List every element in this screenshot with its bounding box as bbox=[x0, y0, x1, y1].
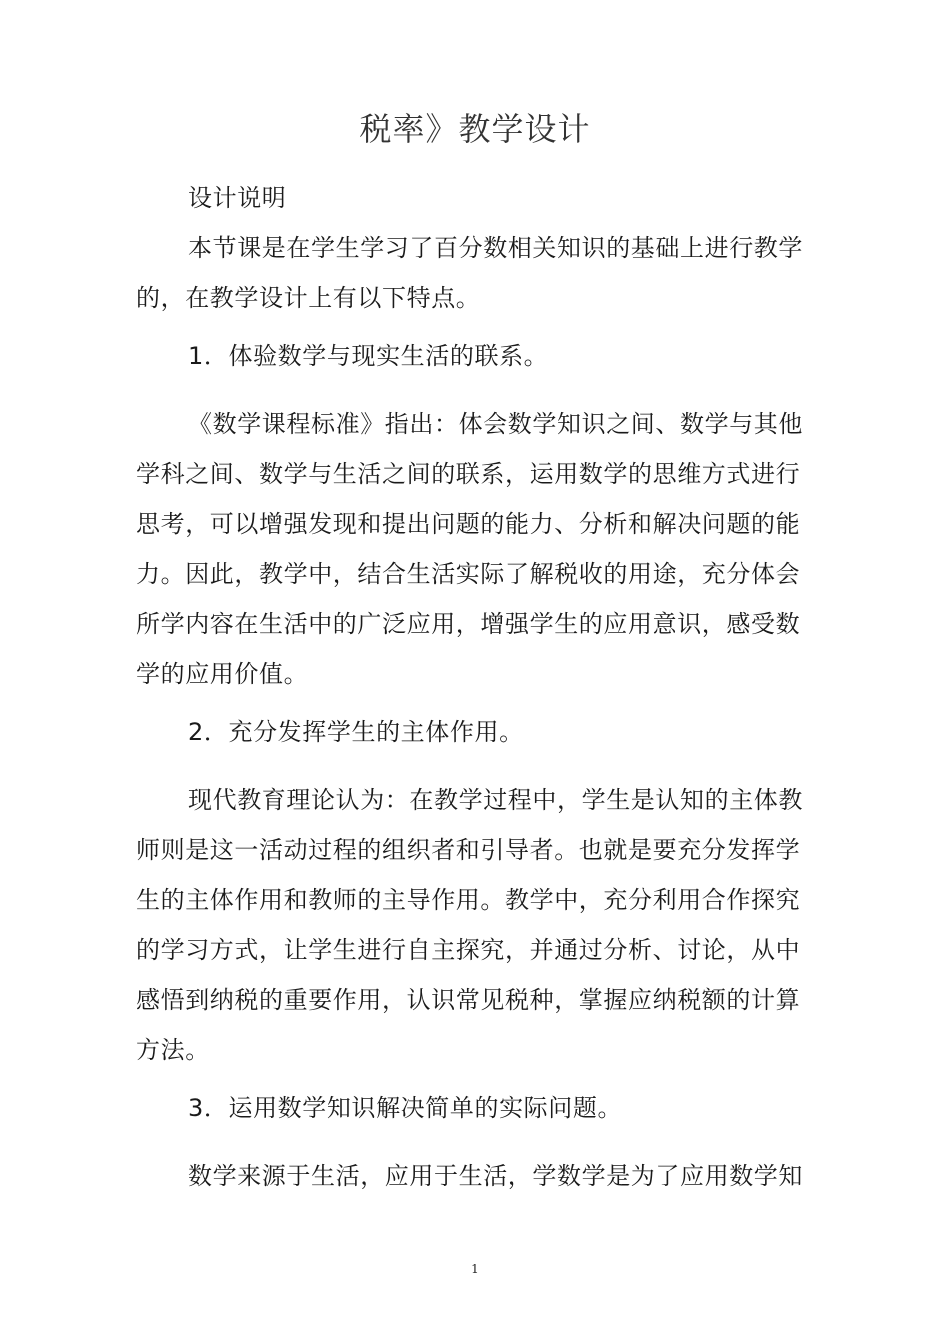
numbered-heading: 1．体验数学与现实生活的联系。 bbox=[188, 342, 549, 370]
paragraph-line: 的学习方式，让学生进行自主探究，并通过分析、讨论，从中 bbox=[136, 936, 801, 964]
section-heading: 设计说明 bbox=[188, 184, 287, 212]
numbered-heading: 2．充分发挥学生的主体作用。 bbox=[188, 718, 524, 746]
paragraph-line: 现代教育理论认为：在教学过程中，学生是认知的主体教 bbox=[188, 786, 803, 814]
paragraph-line: 力。因此，教学中，结合生活实际了解税收的用途，充分体会 bbox=[136, 560, 801, 588]
paragraph-line: 《数学课程标准》指出：体会数学知识之间、数学与其他 bbox=[188, 410, 803, 438]
paragraph-line: 所学内容在生活中的广泛应用，增强学生的应用意识，感受数 bbox=[136, 610, 801, 638]
paragraph-line: 思考，可以增强发现和提出问题的能力、分析和解决问题的能 bbox=[136, 510, 801, 538]
paragraph-line: 师则是这一活动过程的组织者和引导者。也就是要充分发挥学 bbox=[136, 836, 801, 864]
document-title: 税率》教学设计 bbox=[359, 110, 591, 148]
paragraph-line: 学的应用价值。 bbox=[136, 660, 309, 688]
numbered-heading: 3．运用数学知识解决简单的实际问题。 bbox=[188, 1094, 623, 1122]
paragraph-line: 感悟到纳税的重要作用，认识常见税种，掌握应纳税额的计算 bbox=[136, 986, 801, 1014]
paragraph-line: 学科之间、数学与生活之间的联系，运用数学的思维方式进行 bbox=[136, 460, 801, 488]
page-number: 1 bbox=[471, 1262, 479, 1276]
paragraph-line: 数学来源于生活，应用于生活，学数学是为了应用数学知 bbox=[188, 1162, 803, 1190]
paragraph-line: 本节课是在学生学习了百分数相关知识的基础上进行教学 bbox=[188, 234, 803, 262]
paragraph-line: 的，在教学设计上有以下特点。 bbox=[136, 284, 481, 312]
paragraph-line: 生的主体作用和教师的主导作用。教学中，充分利用合作探究 bbox=[136, 886, 801, 914]
paragraph-line: 方法。 bbox=[136, 1036, 210, 1064]
